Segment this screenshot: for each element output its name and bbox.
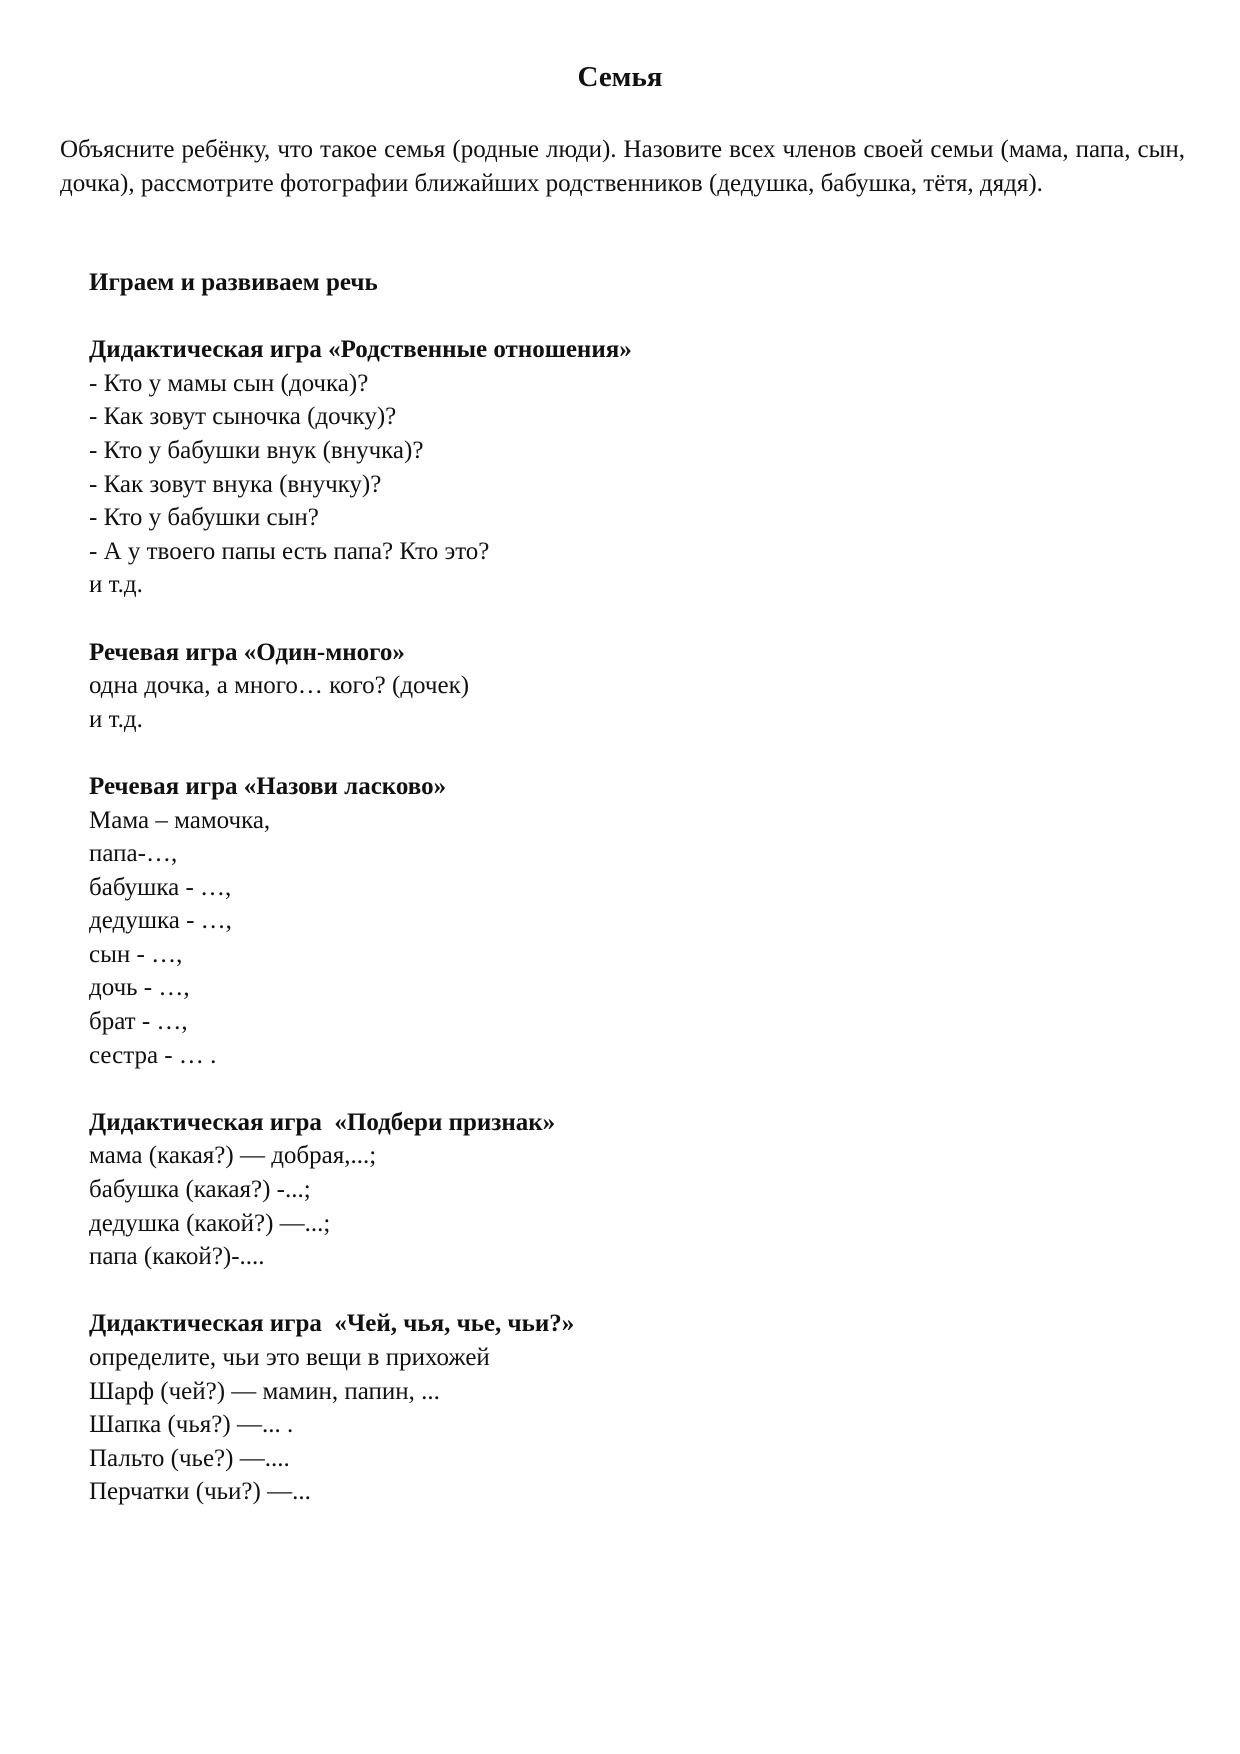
section-line: Шапка (чья?) —... . bbox=[89, 1411, 294, 1439]
section-line: - Как зовут сыночка (дочку)? bbox=[89, 403, 397, 431]
section-line: бабушка (какая?) -...; bbox=[89, 1176, 311, 1204]
section-line: - Кто у мамы сын (дочка)? bbox=[89, 369, 369, 397]
intro-paragraph: Объясните ребёнку, что такое семья (родные люди). Назовите всех членов своей семьи (мама, папа, сын, дочка), рассмотрите фотографии ближайших родственников (дедушка, бабушка, тётя, дядя). bbox=[60, 136, 1185, 197]
section-heading: Речевая игра «Один-много» bbox=[89, 638, 405, 666]
section-line: бабушка - …, bbox=[89, 873, 232, 901]
subtitle: Играем и развиваем речь bbox=[89, 269, 378, 296]
section-line: дедушка (какой?) —...; bbox=[89, 1209, 331, 1237]
section-line: определите, чьи это вещи в прихожей bbox=[89, 1344, 490, 1371]
section-line: брат - …, bbox=[89, 1008, 188, 1036]
section-line: Мама – мамочка, bbox=[89, 806, 271, 834]
section-heading: Дидактическая игра «Родственные отношения» bbox=[89, 336, 632, 364]
section-heading: Дидактическая игра «Чей, чья, чье, чьи?» bbox=[89, 1310, 575, 1338]
section-line: Шарф (чей?) — мамин, папин, ... bbox=[89, 1377, 440, 1405]
section-line: дочь - …, bbox=[89, 974, 190, 1002]
section-line: и т.д. bbox=[89, 705, 143, 733]
section-line: - Кто у бабушки сын? bbox=[89, 504, 319, 532]
section-line: одна дочка, а много… кого? (дочек) bbox=[89, 672, 470, 700]
section-heading: Дидактическая игра «Подбери признак» bbox=[89, 1108, 556, 1136]
section-line: и т.д. bbox=[89, 571, 143, 599]
section-line: - Кто у бабушки внук (внучка)? bbox=[89, 436, 424, 464]
section-family-relations bbox=[89, 333, 1189, 602]
section-pick-attribute bbox=[89, 1106, 1189, 1274]
section-line: - Как зовут внука (внучку)? bbox=[89, 470, 382, 498]
games-list bbox=[89, 266, 1189, 1509]
page-title: Семья bbox=[577, 61, 663, 93]
section-line: дедушка - …, bbox=[89, 907, 232, 935]
section-line: сестра - … . bbox=[89, 1041, 217, 1069]
section-whose bbox=[89, 1307, 1189, 1509]
section-line: папа (какой?)-.... bbox=[89, 1243, 265, 1271]
section-one-many bbox=[89, 636, 1189, 737]
section-line: мама (какая?) — добрая,...; bbox=[89, 1142, 377, 1170]
section-line: Пальто (чье?) —.... bbox=[89, 1444, 290, 1472]
section-line: сын - …, bbox=[89, 940, 183, 968]
section-line: - А у твоего папы есть папа? Кто это? bbox=[89, 537, 490, 565]
section-line: папа-…, bbox=[89, 840, 178, 868]
section-line: Перчатки (чьи?) —... bbox=[89, 1478, 311, 1506]
section-heading: Речевая игра «Назови ласково» bbox=[89, 772, 447, 800]
section-call-affectionately bbox=[89, 770, 1189, 1072]
